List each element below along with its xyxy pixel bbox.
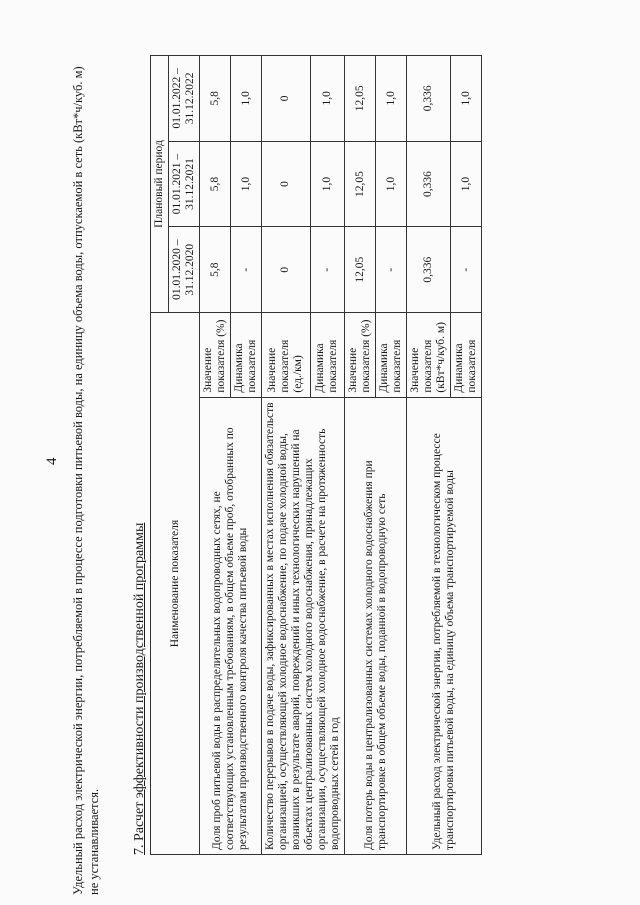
value-cell: 0 bbox=[262, 141, 311, 227]
dynamics-cell: - bbox=[310, 227, 344, 313]
value-cell: 5,8 bbox=[200, 227, 231, 313]
section-title-text: 7. Расчет эффективности производственной программы bbox=[132, 522, 147, 855]
value-cell: 12,05 bbox=[345, 56, 376, 142]
value-cell: 0 bbox=[262, 56, 311, 142]
dynamics-cell: 1,0 bbox=[376, 56, 407, 142]
efficiency-table bbox=[150, 55, 482, 855]
value-cell: 0,336 bbox=[407, 141, 451, 227]
value-label: Значение показателя (ед./км) bbox=[262, 313, 311, 398]
header-period: 01.01.2022 – 31.12.2022 bbox=[169, 56, 200, 142]
indicator-name: Удельный расход электрической энергии, потребляемой в технологическом процессе транспортировки питьевой воды, на единицу объема транспортируемой воды bbox=[407, 397, 482, 854]
dynamics-cell: 1,0 bbox=[310, 141, 344, 227]
value-cell: 0,336 bbox=[407, 56, 451, 142]
value-label: Значение показателя (кВт*ч/куб. м) bbox=[407, 313, 451, 398]
value-cell: 0,336 bbox=[407, 227, 451, 313]
value-cell: 5,8 bbox=[200, 56, 231, 142]
dynamics-cell: 1,0 bbox=[376, 141, 407, 227]
table-row bbox=[407, 56, 451, 855]
header-indicator-name: Наименование показателя bbox=[151, 313, 200, 855]
indicator-name: Доля потерь воды в централизованных системах холодного водоснабжения при транспортировке в общем объеме воды, поданной в водопроводную сеть bbox=[345, 397, 407, 854]
table-row bbox=[262, 56, 311, 855]
value-cell: 0 bbox=[262, 227, 311, 313]
dynamics-cell: 1,0 bbox=[231, 56, 262, 142]
dynamics-cell: - bbox=[231, 227, 262, 313]
value-label: Значение показателя (%) bbox=[200, 313, 231, 398]
table-row bbox=[200, 56, 231, 855]
dynamics-label: Динамика показателя bbox=[231, 313, 262, 398]
value-cell: 12,05 bbox=[345, 141, 376, 227]
page-number: 4 bbox=[44, 457, 60, 465]
dynamics-cell: 1,0 bbox=[310, 56, 344, 142]
dynamics-cell: - bbox=[376, 227, 407, 313]
indicator-name: Доля проб питьевой воды в распределительных водопроводных сетях, не соответствующих установленным требованиям, в общем объеме проб, отобранных по результатам производственного контроля качества питьевой воды bbox=[200, 397, 262, 854]
value-label: Значение показателя (%) bbox=[345, 313, 376, 398]
dynamics-cell: 1,0 bbox=[451, 56, 482, 142]
header-period: 01.01.2021 – 31.12.2021 bbox=[169, 141, 200, 227]
intro-paragraph: Удельный расход электрической энергии, потребляемой в процессе подготовки питьевой воды, на единицу объема воды, отпускаемой в сеть (кВт*ч/куб. м) не устанавливается. bbox=[71, 66, 101, 895]
dynamics-label: Динамика показателя bbox=[310, 313, 344, 398]
value-cell: 12,05 bbox=[345, 227, 376, 313]
dynamics-cell: 1,0 bbox=[231, 141, 262, 227]
value-cell: 5,8 bbox=[200, 141, 231, 227]
indicator-name: Количество перерывов в подаче воды, зафиксированных в местах исполнения обязательств организацией, осуществляющей холодное водоснабжение, по подаче холодной воды, возникших в результате аварий, повреждений и иных технологических нарушений на объектах централизованных систем холодного водоснабжения, принадлежащих организации, осуществляющей холодное водоснабжение, в расчете на протяженность водопроводных сетей в год bbox=[262, 397, 345, 854]
table-header-row bbox=[151, 56, 169, 855]
dynamics-label: Динамика показателя bbox=[376, 313, 407, 398]
dynamics-label: Динамика показателя bbox=[451, 313, 482, 398]
header-period: 01.01.2020 – 31.12.2020 bbox=[169, 227, 200, 313]
table-row bbox=[345, 56, 376, 855]
section-title bbox=[132, 335, 148, 855]
header-plan-period: Плановый период bbox=[151, 56, 169, 313]
dynamics-cell: - bbox=[451, 227, 482, 313]
dynamics-cell: 1,0 bbox=[451, 141, 482, 227]
